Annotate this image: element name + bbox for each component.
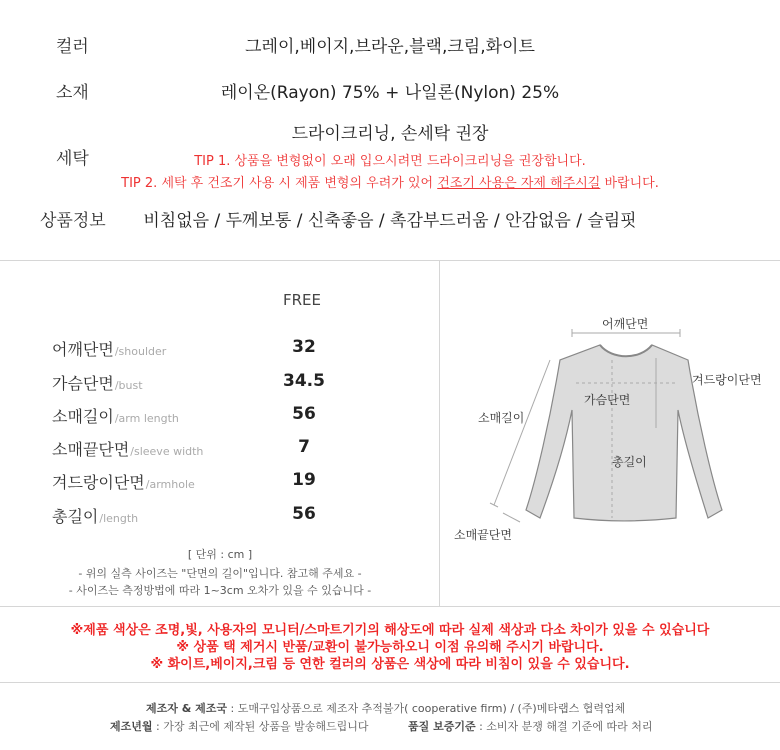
size-note-2: - 사이즈는 측정방법에 따라 1~3cm 오차가 있을 수 있습니다 - [68, 584, 372, 597]
size-row-value: 34.5 [283, 371, 325, 391]
warning-3: ※ 화이트,베이지,크림 등 연한 컬러의 상품은 색상에 따라 비침이 있을 수 있습니다. [150, 657, 630, 672]
size-row-label: 소매길이/arm length [52, 407, 179, 426]
size-row-label: 소매끝단면/sleeve width [52, 440, 204, 459]
size-row-value: 56 [292, 504, 316, 524]
diagram-label-armhole: 겨드랑이단면 [692, 373, 762, 387]
material-value: 레이온(Rayon) 75% + 나일론(Nylon) 25% [220, 83, 560, 103]
divider-middle [0, 606, 780, 607]
size-row-value: 7 [298, 437, 310, 457]
size-row-value: 19 [292, 470, 316, 490]
size-note-1: - 위의 실측 사이즈는 "단면의 길이"입니다. 참고해 주세요 - [78, 567, 362, 580]
wash-value: 드라이크리닝, 손세탁 권장 [291, 124, 489, 144]
product-info-label: 상품정보 [40, 211, 106, 231]
size-row-label: 가슴단면/bust [52, 374, 143, 393]
footer-maker: 제조자 & 제조국 : 도매구입상품으로 제조자 추적불가( cooperative firm) / (주)메타랩스 협력업체 [146, 702, 626, 715]
diagram-label-bust: 가슴단면 [584, 393, 631, 407]
divider-bottom [0, 682, 780, 683]
wash-tip-2-text-a: TIP 2. 세탁 후 건조기 사용 시 제품 변형의 우려가 있어 [121, 176, 438, 191]
size-column-header: FREE [282, 291, 321, 309]
wash-tip-1: TIP 1. 상품을 변형없이 오래 입으시려면 드라이크리닝을 권장합니다. [194, 154, 586, 169]
size-row-value: 32 [292, 337, 316, 357]
warning-1: ※제품 색상은 조명,빛, 사용자의 모니터/스마트기기의 해상도에 따라 실제 색상과 다소 차이가 있을 수 있습니다 [70, 623, 710, 638]
color-label: 컬러 [56, 37, 89, 57]
diagram-label-sleeve: 소매길이 [478, 411, 525, 425]
footer-quality: 품질 보증기준 : 소비자 분쟁 해결 기준에 따라 처리 [408, 720, 653, 733]
size-row-label: 어깨단면/shoulder [52, 340, 167, 359]
wash-tip-2-text-b: 바랍니다. [600, 176, 659, 191]
wash-tip-2 [0, 172, 780, 191]
size-row-label: 총길이/length [52, 507, 139, 526]
wash-tip-2-underlined: 건조기 사용은 자제 해주시길 [437, 176, 601, 191]
divider-top [0, 260, 780, 261]
material-label: 소재 [56, 83, 89, 103]
size-row-label: 겨드랑이단면/armhole [52, 473, 195, 492]
diagram-label-length: 총길이 [612, 455, 647, 469]
diagram-label-cuff: 소매끝단면 [454, 528, 512, 542]
size-unit: [ 단위 : cm ] [187, 548, 253, 561]
color-value: 그레이,베이지,브라운,블랙,크림,화이트 [245, 37, 535, 57]
product-info-value: 비침없음 / 두께보통 / 신축좋음 / 촉감부드러움 / 안감없음 / 슬림핏 [143, 211, 637, 231]
footer-date: 제조년월 : 가장 최근에 제작된 상품을 발송해드립니다 [110, 720, 369, 733]
diagram-label-shoulder: 어깨단면 [602, 317, 649, 331]
garment-diagram [440, 300, 780, 560]
wash-label: 세탁 [56, 149, 89, 169]
cuff-measure [503, 513, 520, 522]
size-row-value: 56 [292, 404, 316, 424]
warning-2: ※ 상품 택 제거시 반품/교환이 불가능하오니 이점 유의해 주시기 바랍니다. [176, 640, 604, 655]
